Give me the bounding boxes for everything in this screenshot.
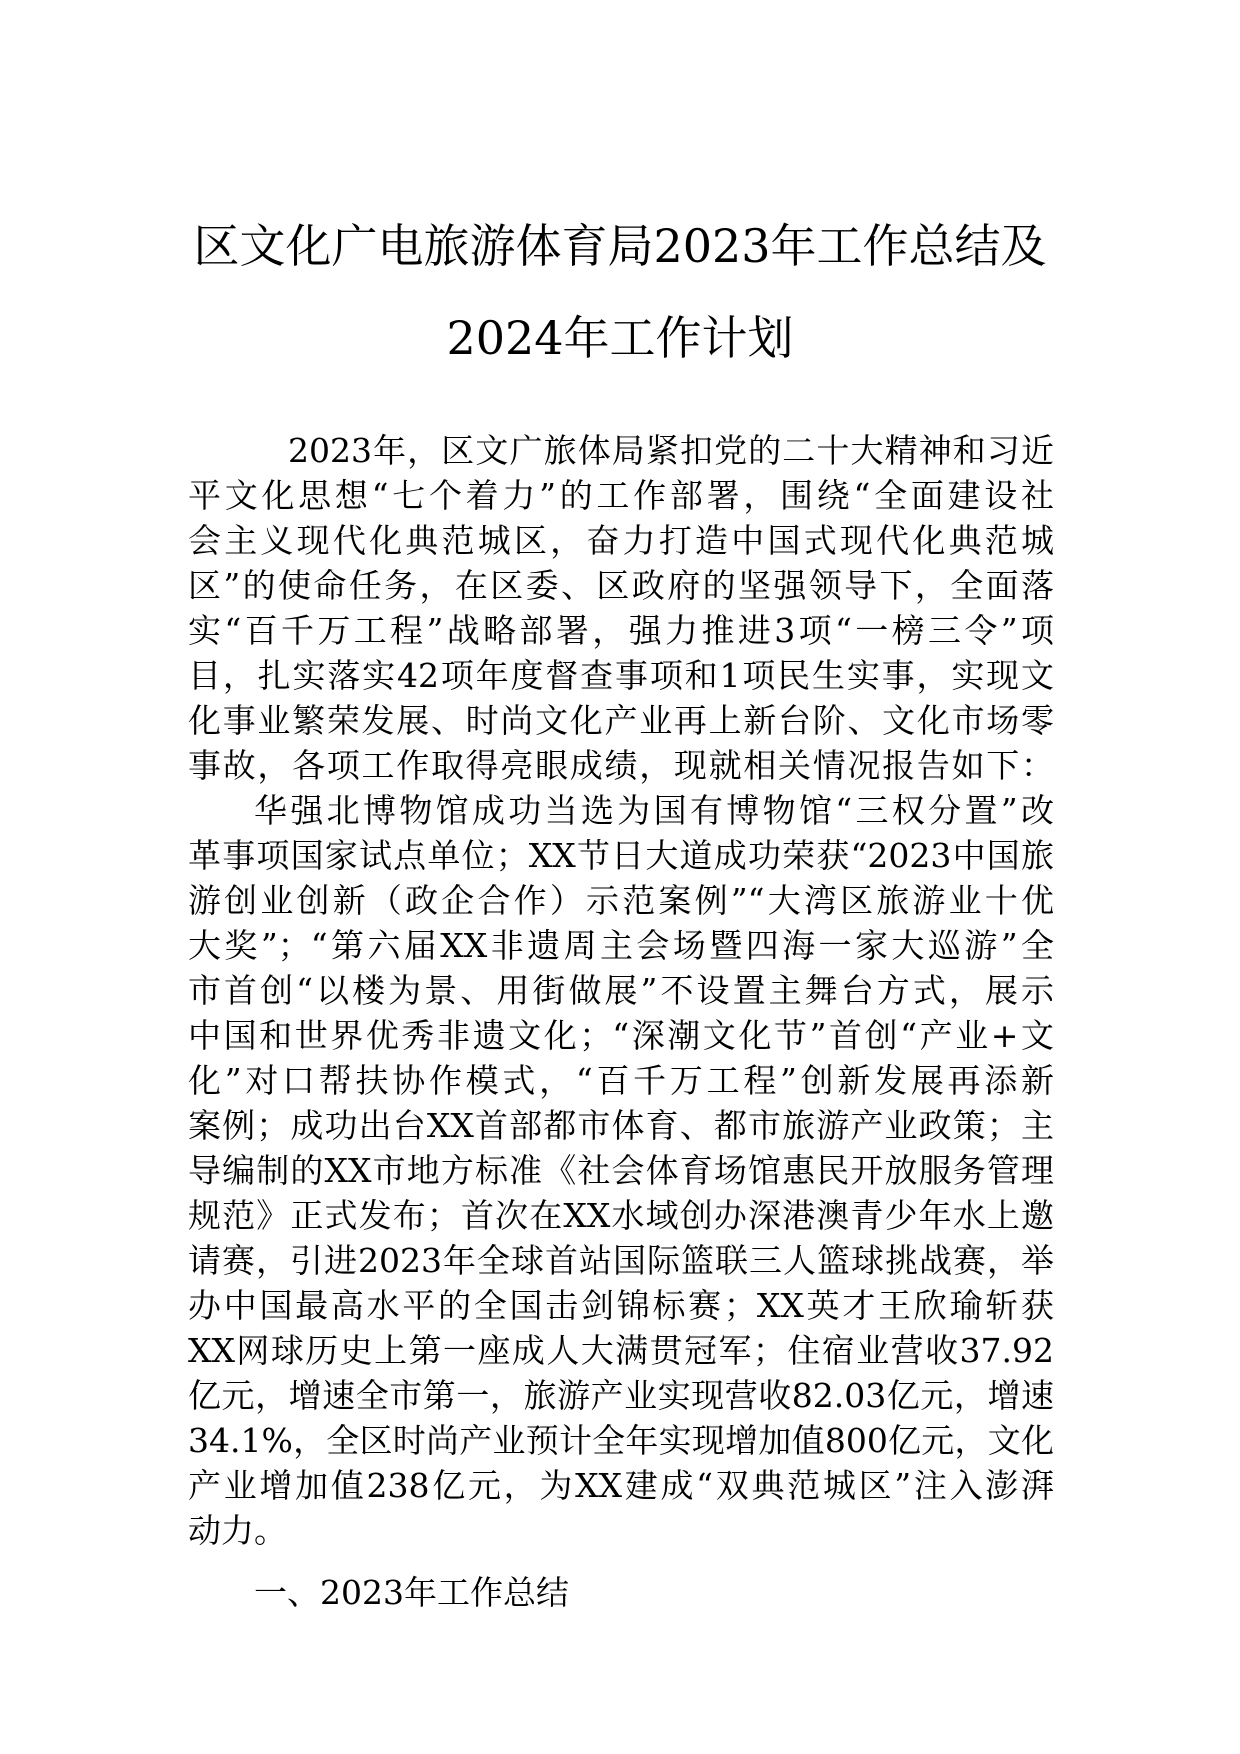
text-line: 中国和世界优秀非遗文化；“深潮文化节”首创“产业+文 (188, 1016, 1054, 1055)
text-line: 请赛，引进2023年全球首站国际篮联三人篮球挑战赛，举 (188, 1241, 1054, 1280)
document-title-line-2: 2024年工作计划 (446, 311, 794, 365)
text-line: 目，扎实落实42项年度督查事项和1项民生实事，实现文 (188, 656, 1054, 695)
text-line: XX网球历史上第一座成人大满贯冠军；住宿业营收37.92 (188, 1331, 1054, 1370)
section-heading: 一、2023年工作总结 (254, 1573, 569, 1612)
text-line: 规范》正式发布；首次在XX水域创办深港澳青少年水上邀 (188, 1196, 1054, 1235)
text-line: 区”的使命任务，在区委、区政府的坚强领导下，全面落 (188, 566, 1054, 605)
text-line: 事故，各项工作取得亮眼成绩，现就相关情况报告如下： (188, 746, 1054, 785)
text-line: 平文化思想“七个着力”的工作部署，围绕“全面建设社 (188, 476, 1054, 515)
text-line: 办中国最高水平的全国击剑锦标赛；XX英才王欣瑜斩获 (188, 1286, 1054, 1325)
text-line: 化事业繁荣发展、时尚文化产业再上新台阶、文化市场零 (188, 701, 1054, 740)
text-line: 产业增加值238亿元，为XX建成“双典范城区”注入澎湃 (188, 1466, 1054, 1505)
text-line: 亿元，增速全市第一，旅游产业实现营收82.03亿元，增速 (188, 1376, 1054, 1415)
text-line: 导编制的XX市地方标准《社会体育场馆惠民开放服务管理 (188, 1151, 1054, 1190)
text-line: 2023年，区文广旅体局紧扣党的二十大精神和习近 (288, 431, 1054, 470)
text-line: 华强北博物馆成功当选为国有博物馆“三权分置”改 (254, 791, 1054, 830)
paragraph-intro (188, 428, 1054, 788)
text-line: 动力。 (188, 1511, 287, 1550)
text-line: 市首创“以楼为景、用街做展”不设置主舞台方式，展示 (188, 971, 1054, 1010)
text-line: 化”对口帮扶协作模式，“百千万工程”创新发展再添新 (188, 1061, 1054, 1100)
text-line: 会主义现代化典范城区，奋力打造中国式现代化典范城 (188, 521, 1054, 560)
text-line: 游创业创新（政企合作）示范案例”“大湾区旅游业十优 (188, 881, 1054, 920)
text-line: 大奖”；“第六届XX非遗周主会场暨四海一家大巡游”全 (188, 926, 1054, 965)
document-title-line-1: 区文化广电旅游体育局2023年工作总结及 (193, 219, 1047, 273)
text-line: 案例；成功出台XX首部都市体育、都市旅游产业政策；主 (188, 1106, 1054, 1145)
paragraph-achievements (188, 788, 1054, 1553)
text-line: 实“百千万工程”战略部署，强力推进3项“一榜三令”项 (188, 611, 1054, 650)
text-line: 革事项国家试点单位；XX节日大道成功荣获“2023中国旅 (188, 836, 1054, 875)
text-line: 34.1%，全区时尚产业预计全年实现增加值800亿元，文化 (188, 1421, 1054, 1460)
